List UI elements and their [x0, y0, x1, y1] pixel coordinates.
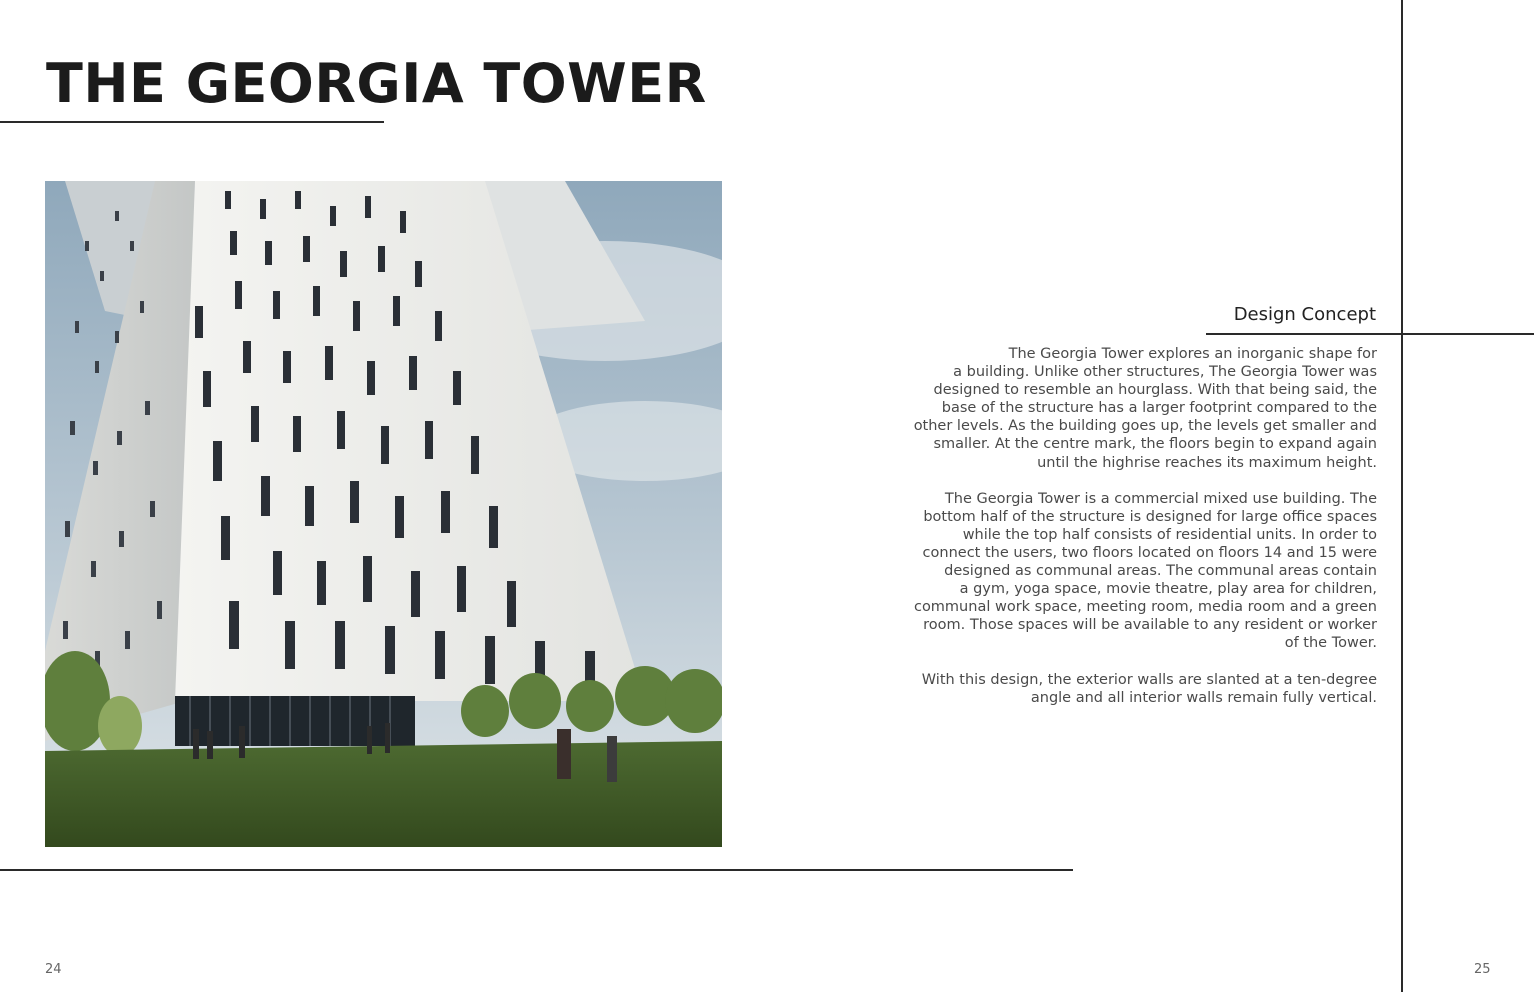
title-underline	[0, 121, 384, 123]
section-heading-rule	[1206, 333, 1534, 335]
text-line: room. Those spaces will be available to any resident or worker	[923, 617, 1377, 634]
text-line: communal work space, meeting room, media room and a green	[913, 599, 1377, 616]
text-line: bottom half of the structure is designed for large office spaces	[923, 508, 1377, 525]
design-concept-text	[895, 345, 1377, 725]
text-line: base of the structure has a larger footprint compared to the	[941, 400, 1377, 417]
text-line: until the highrise reaches its maximum height.	[1037, 454, 1377, 471]
page-number-left: 24	[45, 962, 62, 977]
page-divider	[1401, 0, 1403, 992]
text-line: smaller. At the centre mark, the floors begin to expand again	[933, 436, 1377, 453]
tower-rendering-image	[45, 181, 722, 847]
text-line: other levels. As the building goes up, the levels get smaller and	[913, 418, 1377, 435]
text-line: The Georgia Tower is a commercial mixed use building. The	[944, 490, 1377, 507]
text-line: a building. Unlike other structures, The Georgia Tower was	[953, 364, 1377, 381]
text-line: The Georgia Tower explores an inorganic shape for	[1008, 346, 1377, 362]
text-line: connect the users, two floors located on floors 14 and 15 were	[922, 544, 1377, 561]
text-line: while the top half consists of residential units. In order to	[962, 526, 1377, 543]
section-heading: Design Concept	[1233, 304, 1376, 325]
bottom-rule	[0, 869, 1073, 871]
text-line: a gym, yoga space, movie theatre, play area for children,	[959, 581, 1377, 598]
page-title: THE GEORGIA TOWER	[46, 52, 707, 115]
text-line: designed to resemble an hourglass. With that being said, the	[933, 382, 1377, 399]
text-line: angle and all interior walls remain fully vertical.	[1030, 689, 1377, 706]
page-number-right: 25	[1474, 962, 1491, 977]
text-line: With this design, the exterior walls are slanted at a ten-degree	[921, 671, 1377, 688]
paragraph	[895, 671, 1377, 707]
paragraph	[895, 345, 1377, 472]
text-line: of the Tower.	[1284, 635, 1377, 652]
paragraph	[895, 490, 1377, 653]
text-line: designed as communal areas. The communal areas contain	[944, 563, 1377, 580]
